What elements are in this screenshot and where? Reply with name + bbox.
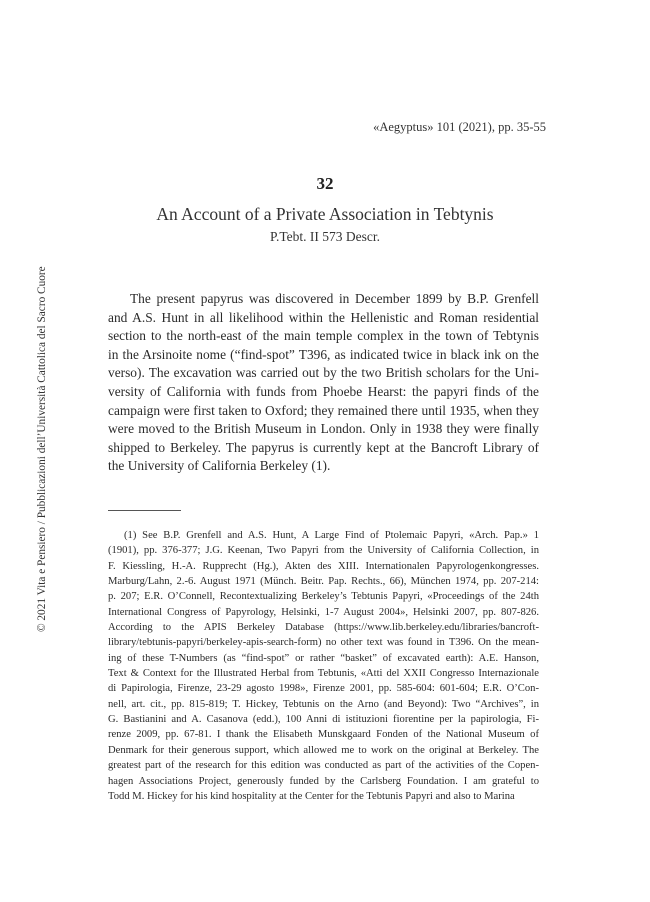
footnote-line: (1901), pp. 376-377; J.G. Keenan, Two Papyri from the University of California Collection, in (108, 545, 539, 557)
footnote-line: (1) See B.P. Grenfell and A.S. Hunt, A Large Find of Ptolemaic Papyri, «Arch. Pap.» 1 (124, 530, 539, 541)
article-subtitle: P.Tebt. II 573 Descr. (269, 229, 381, 244)
footnote-line: F. Kiessling, H.-A. Rupprecht (Hg.), Akten des XIII. Internationalen Papyrologenkongresses. (108, 560, 539, 572)
copyright-sidebar: © 2021 Vita e Pensiero / Pubblicazioni dell’Università Cattolica del Sacro Cuore (36, 266, 48, 632)
footnote-line: Text & Context for the Illustrated Herbal from Tebtunis, «Atti del XXII Congresso Internazionale (108, 668, 539, 680)
footnote-line: renze 2009, pp. 67-81. I thank the Elisabeth Munskgaard Fonden of the National Museum of (108, 729, 539, 741)
journal-citation: «Aegyptus» 101 (2021), pp. 35-55 (373, 120, 546, 134)
footnotes (108, 528, 539, 804)
footnote-line: nell, art. cit., pp. 815-819; T. Hickey, Tebtunis on the Arno (and Beyond): Two “Archives”, in (108, 698, 539, 710)
body-line: The present papyrus was discovered in December 1899 by B.P. Grenfell (130, 291, 539, 306)
footnote-line: di Papirologia, Firenze, 23-29 agosto 1998», Firenze 2001, pp. 585-604: 601-604; E.R. O’Con- (108, 683, 539, 695)
footnote-line: library/tebtunis-papyri/berkeley-apis-search-form) no other text was found in T396. On the mean- (108, 637, 539, 649)
footnote-line: p. 207; E.R. O’Connell, Recontextualizing Berkeley’s Tebtunis Papyri, «Proceedings of the 24th (108, 591, 539, 603)
footnote-line: According to the APIS Berkeley Database (https://www.lib.berkeley.edu/libraries/bancroft- (108, 622, 539, 634)
body-line: verso). The excavation was carried out by the two British scholars for the Uni- (108, 365, 539, 381)
body-text (108, 290, 539, 476)
body-line: campaign were first taken to Oxford; they remained there until 1935, when they (108, 402, 539, 418)
footnote-line: Todd M. Hickey for his kind hospitality at the Center for the Tebtunis Papyri and also to Marina (108, 790, 515, 802)
body-line: were moved to the British Museum in London. Only in 1938 they were finally (108, 421, 539, 437)
footnote-line: hagen Associations Project, generously funded by the Carlsberg Foundation. I am grateful to (108, 775, 539, 787)
footnote-line: ing of these T-Numbers (as “find-spot” or rather “basket” of excavated earth): A.E. Hanson, (108, 652, 539, 664)
body-line: and A.S. Hunt in all likelihood within the Hellenistic and Roman residential (108, 309, 539, 325)
body-paragraph (108, 290, 539, 476)
footnote-line: International Congress of Papyrology, Helsinki, 1-7 August 2004», Helsinki 2007, pp. 807-826. (108, 606, 539, 618)
body-line: section to the north-east of the main temple complex in the town of Tebtynis (108, 328, 539, 344)
footnote-line: Denmark for their generous support, which allowed me to work on the original at Berkeley. The (108, 744, 539, 756)
footnote-line: G. Bastianini and A. Casanova (edd.), 100 Anni di istituzioni fiorentine per la papirologia, Fi- (108, 714, 539, 726)
footnote-line: greatest part of the research for this edition was conducted as part of the activities of the Copen- (108, 760, 539, 772)
article-number: 32 (316, 174, 334, 193)
footnote-line: Marburg/Lahn, 2.-6. August 1971 (Münch. Beitr. Pap. Rechts., 66), München 1974, pp. 207-214: (108, 576, 539, 588)
footnote-divider (108, 510, 181, 511)
body-line: in the Arsinoite nome (“find-spot” T396, as indicated twice in black ink on the (108, 346, 539, 362)
body-line: the University of California Berkeley (1). (108, 458, 331, 474)
article-title: An Account of a Private Association in Tebtynis (156, 204, 494, 224)
body-line: shipped to Berkeley. The papyrus is currently kept at the Bancroft Library of (108, 439, 539, 455)
body-line: versity of California with funds from Phoebe Hearst: the papyri finds of the (108, 383, 539, 399)
